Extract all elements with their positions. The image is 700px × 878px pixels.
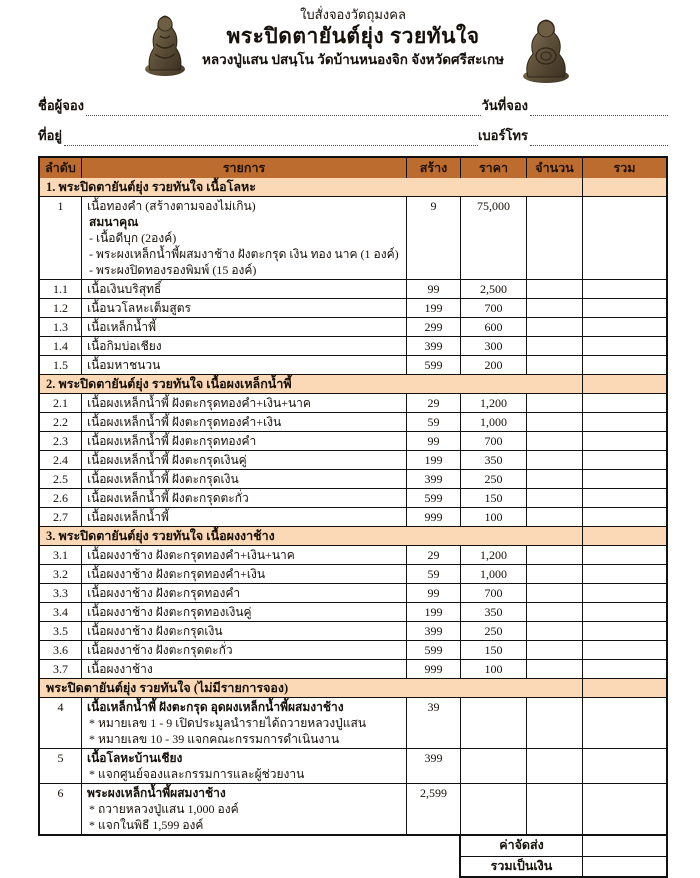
item-cell [82, 280, 407, 298]
item-name: เนื้อผงงาช้าง ฝังตะกรุดทองเงินคู่ [87, 605, 252, 619]
order-number: 3.2 [40, 565, 82, 583]
order-number: 1.3 [40, 318, 82, 336]
price: 200 [461, 356, 527, 374]
item-name: เนื้อผงเหล็กน้ำพี้ ฝังตะกรุดทองคำ [87, 434, 257, 448]
quantity-cell[interactable] [527, 749, 583, 783]
order-number: 5 [40, 749, 82, 783]
quantity-cell[interactable] [527, 197, 583, 279]
order-number: 2.3 [40, 432, 82, 450]
made-count: 39 [407, 698, 461, 748]
col-header-total: รวม [613, 161, 636, 175]
table-row [40, 783, 666, 834]
price: 250 [461, 622, 527, 640]
col-header-price: ราคา [461, 158, 527, 178]
item-name: เนื้อนวโลหะเต็มสูตร [87, 301, 191, 315]
table-row [40, 488, 666, 507]
order-number: 3.3 [40, 584, 82, 602]
col-header-made: สร้าง [407, 158, 461, 178]
made-count: 99 [407, 280, 461, 298]
order-number: 2.1 [40, 394, 82, 412]
quantity-cell[interactable] [527, 489, 583, 507]
table-row [40, 298, 666, 317]
total-cell[interactable] [583, 337, 666, 355]
item-cell [82, 451, 407, 469]
order-number: 3.6 [40, 641, 82, 659]
table-row [40, 748, 666, 783]
section-title: 3. พระปิดตายันต์ยุ่ง รวยทันใจ เนื้อผงงาช้าง [40, 527, 583, 545]
total-cell[interactable] [583, 603, 666, 621]
item-cell [82, 749, 407, 783]
order-number: 2.5 [40, 470, 82, 488]
table-row [40, 583, 666, 602]
item-name: เนื้อกิมบ่อเชียง [87, 339, 162, 353]
order-number: 4 [40, 698, 82, 748]
quantity-cell[interactable] [527, 546, 583, 564]
amulet-photo-right [520, 14, 572, 89]
table-row [40, 450, 666, 469]
total-cell[interactable] [583, 394, 666, 412]
item-cell [82, 508, 407, 526]
address-phone-row [38, 124, 668, 146]
phone-input-line[interactable] [530, 131, 668, 146]
item-cell [82, 546, 407, 564]
price: 75,000 [461, 197, 527, 279]
shipping-label: ค่าจัดส่ง [461, 836, 583, 856]
item-detail: * หมายเลข 10 - 39 แจกคณะกรรมการดำเนินงาน [89, 732, 340, 746]
quantity-cell[interactable] [527, 584, 583, 602]
price: 100 [461, 660, 527, 678]
quantity-cell[interactable] [527, 470, 583, 488]
item-detail: * แจกในพิธี 1,599 องค์ [89, 818, 204, 832]
item-cell [82, 660, 407, 678]
total-cell[interactable] [583, 489, 666, 507]
name-label: ชื่อผู้จอง [38, 98, 85, 113]
order-table [38, 156, 668, 878]
table-row [40, 431, 666, 450]
made-count: 599 [407, 489, 461, 507]
date-input-line[interactable] [530, 101, 668, 116]
table-row [40, 279, 666, 298]
made-count: 299 [407, 318, 461, 336]
total-cell[interactable] [583, 356, 666, 374]
total-cell[interactable] [583, 622, 666, 640]
order-number: 3.7 [40, 660, 82, 678]
table-header-row [40, 158, 666, 178]
item-cell [82, 337, 407, 355]
table-row [40, 469, 666, 488]
section-total-cell [583, 178, 666, 196]
item-name: เนื้อผงเหล็กน้ำพี้ ฝังตะกรุดเงิน [87, 472, 239, 486]
item-name: เนื้อผงเหล็กน้ำพี้ ฝังตะกรุดทองคำ+เงิน+นาค [87, 396, 311, 410]
section-header-row [40, 526, 666, 545]
item-name: เนื้อผงงาช้าง ฝังตะกรุดทองคำ+เงิน+นาค [87, 548, 295, 562]
total-cell[interactable] [583, 413, 666, 431]
quantity-cell[interactable] [527, 432, 583, 450]
item-name: เนื้อผงเหล็กน้ำพี้ ฝังตะกรุดทองคำ+เงิน [87, 415, 282, 429]
col-header-item: รายการ [82, 158, 407, 178]
item-cell [82, 413, 407, 431]
total-cell[interactable] [583, 299, 666, 317]
item-name: เนื้อมหาชนวน [87, 358, 161, 372]
section-title: 2. พระปิดตายันต์ยุ่ง รวยทันใจ เนื้อผงเหล็กน้ำพี้ [40, 375, 583, 393]
price: 2,500 [461, 280, 527, 298]
table-row [40, 545, 666, 564]
item-detail: - เนื้อดีบุก (2องค์) [89, 231, 177, 245]
item-cell [82, 489, 407, 507]
price: 350 [461, 603, 527, 621]
price: 250 [461, 470, 527, 488]
section-header-row [40, 178, 666, 196]
quantity-cell[interactable] [527, 299, 583, 317]
made-count: 29 [407, 546, 461, 564]
section-header-row [40, 374, 666, 393]
item-detail: - พระผงปิดทองรองพิมพ์ (15 องค์) [89, 263, 257, 277]
amulet-photo-left [142, 10, 188, 81]
address-input-line[interactable] [64, 131, 478, 146]
total-cell[interactable] [583, 546, 666, 564]
item-name: พระผงเหล็กน้ำพี้ผสมงาช้าง [87, 786, 226, 800]
made-count: 399 [407, 337, 461, 355]
table-row [40, 697, 666, 748]
order-number: 1.1 [40, 280, 82, 298]
made-count: 399 [407, 470, 461, 488]
price: 600 [461, 318, 527, 336]
quantity-cell[interactable] [527, 641, 583, 659]
section-total-cell [583, 527, 666, 545]
section-total-cell [583, 375, 666, 393]
item-name: เนื้อผงงาช้าง [87, 662, 153, 676]
item-cell [82, 470, 407, 488]
total-cell[interactable] [583, 451, 666, 469]
total-cell[interactable] [583, 470, 666, 488]
grand-total-amount-cell[interactable] [583, 857, 666, 876]
price: 100 [461, 508, 527, 526]
item-name: เนื้อเหล็กน้ำพี้ [87, 320, 156, 334]
item-detail: * แจกศูนย์จองและกรรมการและผู้ช่วยงาน [89, 767, 305, 781]
item-cell [82, 197, 407, 279]
total-cell[interactable] [583, 508, 666, 526]
quantity-cell[interactable] [527, 318, 583, 336]
price: 700 [461, 432, 527, 450]
item-cell [82, 394, 407, 412]
price: 1,000 [461, 413, 527, 431]
quantity-cell[interactable] [527, 280, 583, 298]
order-number: 2.6 [40, 489, 82, 507]
total-cell[interactable] [583, 197, 666, 279]
price [461, 784, 527, 834]
item-name: เนื้อโลหะบ้านเชียง [87, 751, 183, 765]
price: 150 [461, 489, 527, 507]
page-subtitle: หลวงปู่แสน ปสนฺโน วัดบ้านหนองจิก จังหวัดศรีสะเกษ [201, 52, 505, 67]
quantity-cell[interactable] [527, 451, 583, 469]
item-name: เนื้อผงเหล็กน้ำพี้ [87, 510, 169, 524]
made-count: 9 [407, 197, 461, 279]
made-count: 399 [407, 622, 461, 640]
total-cell[interactable] [583, 698, 666, 748]
quantity-cell[interactable] [527, 413, 583, 431]
shipping-row [461, 836, 666, 856]
totals-footer [459, 836, 668, 878]
name-date-row [38, 94, 668, 116]
made-count: 199 [407, 299, 461, 317]
table-row [40, 355, 666, 374]
made-count: 199 [407, 603, 461, 621]
made-count: 999 [407, 660, 461, 678]
order-number: 2.4 [40, 451, 82, 469]
price: 350 [461, 451, 527, 469]
table-row [40, 621, 666, 640]
total-cell[interactable] [583, 641, 666, 659]
made-count: 999 [407, 508, 461, 526]
order-number: 1.2 [40, 299, 82, 317]
made-count: 99 [407, 432, 461, 450]
shipping-amount-cell[interactable] [583, 836, 666, 856]
table-row [40, 196, 666, 279]
quantity-cell[interactable] [527, 356, 583, 374]
col-header-no: ลำดับ [40, 158, 82, 178]
page-title: พระปิดตายันต์ยุ่ง รวยทันใจ [226, 24, 480, 48]
item-name: เนื้อผงเหล็กน้ำพี้ ฝังตะกรุดตะกั่ว [87, 491, 249, 505]
item-cell [82, 565, 407, 583]
order-number: 3.4 [40, 603, 82, 621]
item-name: เนื้อผงงาช้าง ฝังตะกรุดทองคำ+เงิน [87, 567, 266, 581]
name-input-line[interactable] [86, 101, 481, 116]
item-cell [82, 299, 407, 317]
order-number: 1.5 [40, 356, 82, 374]
item-cell [82, 318, 407, 336]
table-row [40, 602, 666, 621]
address-label: ที่อยู่ [38, 128, 62, 143]
made-count: 59 [407, 413, 461, 431]
made-count: 599 [407, 641, 461, 659]
item-detail: สมนาคุณ [89, 215, 139, 229]
table-row [40, 412, 666, 431]
total-cell[interactable] [583, 584, 666, 602]
order-number: 1.4 [40, 337, 82, 355]
item-name: เนื้อผงงาช้าง ฝังตะกรุดทองคำ [87, 586, 241, 600]
total-cell[interactable] [583, 432, 666, 450]
quantity-cell[interactable] [527, 622, 583, 640]
quantity-cell[interactable] [527, 508, 583, 526]
item-detail: * ถวายหลวงปู่แสน 1,000 องค์ [89, 802, 239, 816]
quantity-cell[interactable] [527, 784, 583, 834]
phone-label: เบอร์โทร [477, 128, 528, 143]
price: 300 [461, 337, 527, 355]
made-count: 199 [407, 451, 461, 469]
price [461, 698, 527, 748]
item-detail: * หมายเลข 1 - 9 เปิดประมูลนำรายได้ถวายหลวงปู่แสน [89, 716, 367, 730]
section-title: 1. พระปิดตายันต์ยุ่ง รวยทันใจ เนื้อโลหะ [40, 178, 583, 196]
quantity-cell[interactable] [527, 565, 583, 583]
price: 700 [461, 584, 527, 602]
item-cell [82, 356, 407, 374]
order-number: 3.1 [40, 546, 82, 564]
price: 1,200 [461, 546, 527, 564]
table-row [40, 640, 666, 659]
item-cell [82, 622, 407, 640]
total-cell[interactable] [583, 784, 666, 834]
order-number: 1 [40, 197, 82, 279]
price: 1,200 [461, 394, 527, 412]
grand-total-label: รวมเป็นเงิน [461, 857, 583, 876]
item-cell [82, 432, 407, 450]
item-name: เนื้อทองคำ (สร้างตามจองไม่เกิน) [87, 199, 256, 213]
item-name: เนื้อเงินบริสุทธิ์ [87, 282, 162, 296]
made-count: 29 [407, 394, 461, 412]
section-header-row [40, 678, 666, 697]
quantity-cell[interactable] [527, 603, 583, 621]
made-count: 399 [407, 749, 461, 783]
total-cell[interactable] [583, 660, 666, 678]
table-row [40, 317, 666, 336]
quantity-cell[interactable] [527, 394, 583, 412]
item-cell [82, 603, 407, 621]
item-cell [82, 641, 407, 659]
order-number: 2.7 [40, 508, 82, 526]
made-count: 599 [407, 356, 461, 374]
price: 700 [461, 299, 527, 317]
total-cell[interactable] [583, 280, 666, 298]
made-count: 2,599 [407, 784, 461, 834]
table-row [40, 336, 666, 355]
item-name: เนื้อผงงาช้าง ฝังตะกรุดเงิน [87, 624, 223, 638]
form-title: ใบสั่งจองวัตถุมงคล [300, 7, 406, 22]
item-cell [82, 784, 407, 834]
item-detail: - พระผงเหล็กน้ำพี้ผสมงาช้าง ฝังตะกรุด เงิน ทอง นาค (1 องค์) [89, 247, 399, 261]
table-row [40, 393, 666, 412]
total-cell[interactable] [583, 318, 666, 336]
order-number: 3.5 [40, 622, 82, 640]
item-name: เนื้อผงงาช้าง ฝังตะกรุดตะกั่ว [87, 643, 233, 657]
quantity-cell[interactable] [527, 698, 583, 748]
item-name: เนื้อผงเหล็กน้ำพี้ ฝังตะกรุดเงินคู่ [87, 453, 247, 467]
section-title: พระปิดตายันต์ยุ่ง รวยทันใจ (ไม่มีรายการจอง) [40, 679, 583, 697]
total-cell[interactable] [583, 749, 666, 783]
quantity-cell[interactable] [527, 337, 583, 355]
quantity-cell[interactable] [527, 660, 583, 678]
price [461, 749, 527, 783]
total-cell[interactable] [583, 565, 666, 583]
order-number: 6 [40, 784, 82, 834]
made-count: 99 [407, 584, 461, 602]
document-header [38, 6, 668, 82]
section-total-cell [583, 679, 666, 697]
col-header-qty: จำนวน [527, 158, 583, 178]
made-count: 59 [407, 565, 461, 583]
item-cell [82, 584, 407, 602]
price: 1,000 [461, 565, 527, 583]
order-number: 2.2 [40, 413, 82, 431]
item-name: เนื้อเหล็กน้ำพี้ ฝังตะกรุด อุดผงเหล็กน้ำพี้ผสมงาช้าง [87, 700, 344, 714]
table-row [40, 564, 666, 583]
item-cell [82, 698, 407, 748]
table-row [40, 507, 666, 526]
grand-total-row [461, 856, 666, 876]
price: 150 [461, 641, 527, 659]
date-label: วันที่จอง [481, 98, 528, 113]
table-row [40, 659, 666, 678]
